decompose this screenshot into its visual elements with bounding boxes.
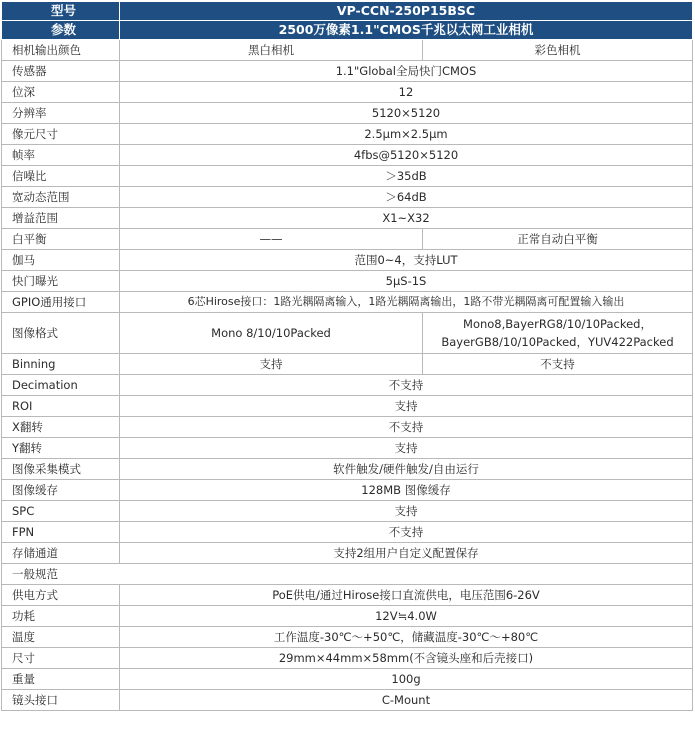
row-label: 位深 <box>2 82 120 103</box>
row-label: 信噪比 <box>2 166 120 187</box>
mono-value: 黑白相机 <box>120 40 423 61</box>
row-value: 支持2组用户自定义配置保存 <box>120 543 693 564</box>
row-value: 工作温度-30℃～+50℃，储藏温度-30℃～+80℃ <box>120 627 693 648</box>
table-row <box>2 585 693 606</box>
table-row <box>2 501 693 522</box>
table-row <box>2 250 693 271</box>
row-label: SPC <box>2 501 120 522</box>
table-row <box>2 606 693 627</box>
row-label: GPIO通用接口 <box>2 292 120 313</box>
table-row <box>2 375 693 396</box>
table-row <box>2 627 693 648</box>
table-row <box>2 669 693 690</box>
table-row <box>2 543 693 564</box>
row-label: 相机输出颜色 <box>2 40 120 61</box>
color-value <box>423 313 693 354</box>
table-row <box>2 417 693 438</box>
color-value: 正常自动白平衡 <box>423 229 693 250</box>
table-row <box>2 103 693 124</box>
row-value: 5μS-1S <box>120 271 693 292</box>
row-label: Binning <box>2 354 120 375</box>
row-value: 128MB 图像缓存 <box>120 480 693 501</box>
table-row <box>2 690 693 711</box>
row-value: 支持 <box>120 396 693 417</box>
row-value: 范围0~4，支持LUT <box>120 250 693 271</box>
table-row <box>2 82 693 103</box>
row-value: 4fbs@5120×5120 <box>120 145 693 166</box>
row-value: 12 <box>120 82 693 103</box>
row-value: 6芯Hirose接口：1路光耦隔离输入，1路光耦隔离输出，1路不带光耦隔离可配置输入输出 <box>120 292 693 313</box>
row-label: 供电方式 <box>2 585 120 606</box>
row-value: ＞64dB <box>120 187 693 208</box>
row-label: 镜头接口 <box>2 690 120 711</box>
section-title: 一般规范 <box>2 564 693 585</box>
table-row <box>2 145 693 166</box>
table-row <box>2 354 693 375</box>
color-value: 不支持 <box>423 354 693 375</box>
color-value-line: BayerGB8/10/10Packed，YUV422Packed <box>441 335 674 349</box>
table-row <box>2 271 693 292</box>
table-row <box>2 61 693 82</box>
table-row <box>2 292 693 313</box>
row-value: 不支持 <box>120 522 693 543</box>
row-label: 传感器 <box>2 61 120 82</box>
table-row <box>2 124 693 145</box>
row-value: 100g <box>120 669 693 690</box>
row-label: 图像格式 <box>2 313 120 354</box>
row-label: Decimation <box>2 375 120 396</box>
row-value: 2.5μm×2.5μm <box>120 124 693 145</box>
param-label: 参数 <box>2 21 120 40</box>
table-row <box>2 229 693 250</box>
row-label: ROI <box>2 396 120 417</box>
param-value: 2500万像素1.1"CMOS千兆以太网工业相机 <box>120 21 693 40</box>
table-row <box>2 459 693 480</box>
row-label: 快门曝光 <box>2 271 120 292</box>
row-label: 图像缓存 <box>2 480 120 501</box>
row-value: 12V≒4.0W <box>120 606 693 627</box>
row-value: 软件触发/硬件触发/自由运行 <box>120 459 693 480</box>
row-label: 伽马 <box>2 250 120 271</box>
row-label: Y翻转 <box>2 438 120 459</box>
spec-sheet <box>1 1 694 711</box>
row-label: 像元尺寸 <box>2 124 120 145</box>
table-row <box>2 648 693 669</box>
row-label: X翻转 <box>2 417 120 438</box>
row-label: 重量 <box>2 669 120 690</box>
row-label: 存储通道 <box>2 543 120 564</box>
row-value: C-Mount <box>120 690 693 711</box>
table-row <box>2 313 693 354</box>
row-value: 1.1"Global全局快门CMOS <box>120 61 693 82</box>
table-row <box>2 522 693 543</box>
row-value: ＞35dB <box>120 166 693 187</box>
row-value: X1~X32 <box>120 208 693 229</box>
row-value: 5120×5120 <box>120 103 693 124</box>
section-row <box>2 564 693 585</box>
table-row <box>2 438 693 459</box>
color-value-line: Mono8,BayerRG8/10/10Packed， <box>463 317 652 331</box>
table-row <box>2 480 693 501</box>
row-value: 支持 <box>120 501 693 522</box>
model-value: VP-CCN-250P15BSC <box>120 2 693 21</box>
row-label: 分辨率 <box>2 103 120 124</box>
row-label: 温度 <box>2 627 120 648</box>
table-row <box>2 396 693 417</box>
model-label: 型号 <box>2 2 120 21</box>
row-label: FPN <box>2 522 120 543</box>
row-label: 宽动态范围 <box>2 187 120 208</box>
header-row-param <box>2 21 693 40</box>
row-label: 帧率 <box>2 145 120 166</box>
spec-table <box>1 1 693 711</box>
table-row <box>2 187 693 208</box>
row-value: 29mm×44mm×58mm(不含镜头座和后壳接口) <box>120 648 693 669</box>
table-row <box>2 208 693 229</box>
mono-value: 支持 <box>120 354 423 375</box>
table-row <box>2 166 693 187</box>
row-label: 功耗 <box>2 606 120 627</box>
row-label: 增益范围 <box>2 208 120 229</box>
row-value: 不支持 <box>120 417 693 438</box>
row-label: 白平衡 <box>2 229 120 250</box>
mono-value: —— <box>120 229 423 250</box>
header-row-model <box>2 2 693 21</box>
row-label: 图像采集模式 <box>2 459 120 480</box>
row-label: 尺寸 <box>2 648 120 669</box>
mono-value: Mono 8/10/10Packed <box>120 313 423 354</box>
row-value: 不支持 <box>120 375 693 396</box>
row-value: 支持 <box>120 438 693 459</box>
table-row <box>2 40 693 61</box>
color-value: 彩色相机 <box>423 40 693 61</box>
row-value: PoE供电/通过Hirose接口直流供电，电压范围6-26V <box>120 585 693 606</box>
